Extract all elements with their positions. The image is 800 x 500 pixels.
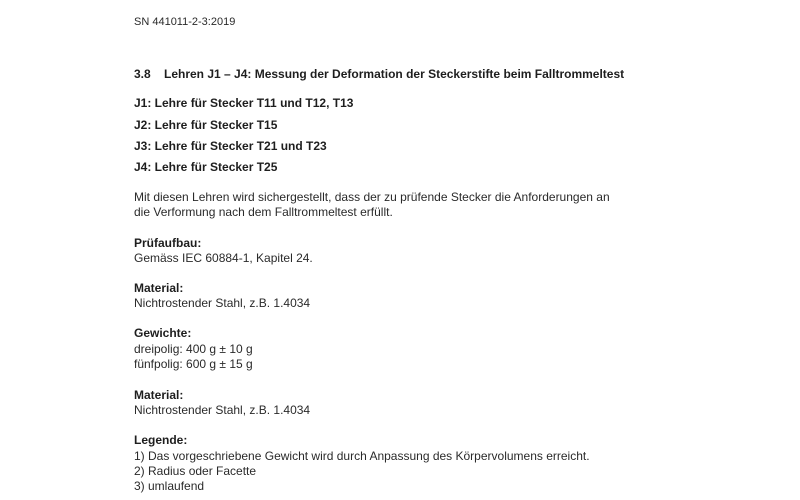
material-text-1: Nichtrostender Stahl, z.B. 1.4034 [134, 296, 311, 310]
gauge-j4: J4: Lehre für Stecker T25 [134, 160, 278, 174]
gewichte-line-2: fünfpolig: 600 g ± 15 g [134, 357, 253, 371]
document-id: SN 441011-2-3:2019 [134, 16, 236, 28]
legende-item-1: 1) Das vorgeschriebene Gewicht wird durch Anpassung des Körpervolumens erreicht. [134, 449, 590, 463]
legende-item-3: 3) umlaufend [134, 479, 205, 493]
gewichte-line-1: dreipolig: 400 g ± 10 g [134, 342, 253, 356]
pruefaufbau-heading: Prüfaufbau: [134, 236, 202, 250]
material-text-2: Nichtrostender Stahl, z.B. 1.4034 [134, 403, 311, 417]
material-heading-1: Material: [134, 281, 184, 295]
pruefaufbau-text: Gemäss IEC 60884-1, Kapitel 24. [134, 251, 313, 265]
intro-line-2: die Verformung nach dem Falltrommeltest erfüllt. [134, 205, 393, 219]
section-title: Lehren J1 – J4: Messung der Deformation der Steckerstifte beim Falltrommeltest [164, 67, 625, 81]
legende-item-2: 2) Radius oder Facette [134, 464, 257, 478]
section-number: 3.8 [134, 67, 151, 81]
material-heading-2: Material: [134, 388, 184, 402]
gewichte-heading: Gewichte: [134, 326, 192, 340]
legende-heading: Legende: [134, 433, 188, 447]
intro-line-1: Mit diesen Lehren wird sichergestellt, dass der zu prüfende Stecker die Anforderungen an [134, 190, 610, 204]
gauge-j1: J1: Lehre für Stecker T11 und T12, T13 [134, 96, 354, 110]
section-heading [134, 67, 624, 81]
gauge-j2: J2: Lehre für Stecker T15 [134, 118, 278, 132]
gauge-j3: J3: Lehre für Stecker T21 und T23 [134, 139, 327, 153]
